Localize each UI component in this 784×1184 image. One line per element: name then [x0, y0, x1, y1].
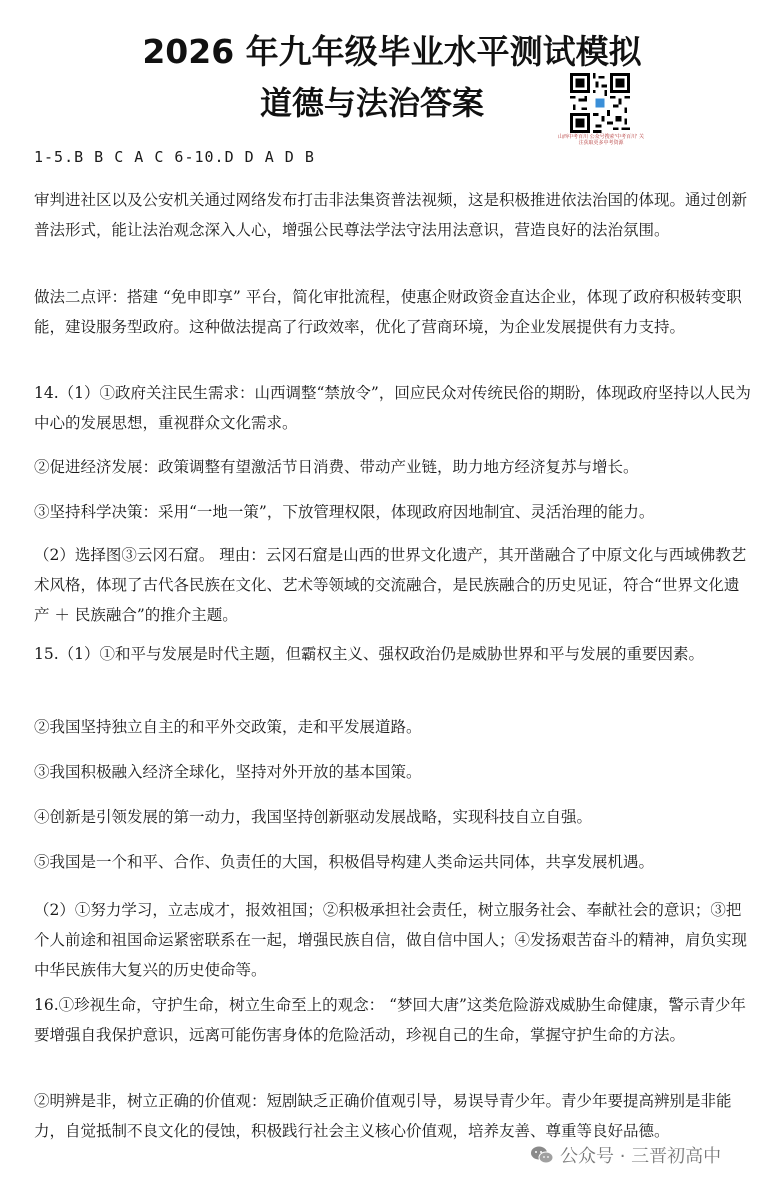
multiple-choice-answers: 1-5.B B C A C 6-10.D D A D B	[34, 148, 315, 166]
watermark	[530, 1142, 721, 1168]
answer-paragraph: ②我国坚持独立自主的和平外交政策，走和平发展道路。	[34, 718, 422, 736]
qr-code-icon	[570, 73, 630, 133]
answer-paragraph: （2）选择图③云冈石窟。 理由：云冈石窟是山西的世界文化遗产，其开凿融合了中原文化与西域佛教艺术风格，体现了古代各民族在文化、艺术等领域的交流融合，是民族融合的历史见证，符合“世界文化遗产 ＋ 民族融合”的推介主题。	[34, 546, 747, 624]
answer-paragraph: （2）①努力学习，立志成才，报效祖国；②积极承担社会责任，树立服务社会、奉献社会的意识；③把个人前途和祖国命运紧密联系在一起，增强民族自信，做自信中国人；④发扬艰苦奋斗的精神，肩负实现中华民族伟大复兴的历史使命等。	[34, 901, 748, 979]
qr-caption: 山西中考百川 公众号搜索'中考百川' 关注获取更多中考资源	[558, 134, 644, 146]
answer-paragraph-q14: 14.（1）①政府关注民生需求：山西调整“禁放令”，回应民众对传统民俗的期盼，体现政府坚持以人民为中心的发展思想，重视群众文化需求。	[34, 384, 751, 432]
page-title: 2026 年九年级毕业水平测试模拟	[142, 32, 642, 71]
answer-paragraph: ②明辨是非，树立正确的价值观：短剧缺乏正确价值观引导，易误导青少年。青少年要提高辨别是非能力，自觉抵制不良文化的侵蚀，积极践行社会主义核心价值观，培养友善、尊重等良好品德。	[34, 1092, 732, 1140]
page-subtitle: 道德与法治答案	[259, 84, 484, 122]
answer-paragraph: ③坚持科学决策：采用“一地一策”，下放管理权限，体现政府因地制宜、灵活治理的能力。	[34, 503, 655, 521]
watermark-text: 公众号 · 三晋初高中	[560, 1146, 722, 1167]
answer-paragraph: 审判进社区以及公安机关通过网络发布打击非法集资普法视频，这是积极推进依法治国的体现。通过创新普法形式，能让法治观念深入人心，增强公民尊法学法守法用法意识，营造良好的法治氛围。	[34, 191, 748, 239]
answer-paragraph-q16: 16.①珍视生命，守护生命，树立生命至上的观念： “梦回大唐”这类危险游戏威胁生命健康，警示青少年要增强自我保护意识，远离可能伤害身体的危险活动，珍视自己的生命，掌握守护生命的方法。	[34, 996, 746, 1044]
answer-paragraph: ③我国积极融入经济全球化，坚持对外开放的基本国策。	[34, 763, 422, 781]
wechat-icon	[530, 1145, 554, 1165]
answer-paragraph: ⑤我国是一个和平、合作、负责任的大国，积极倡导构建人类命运共同体，共享发展机遇。	[34, 853, 655, 871]
answer-paragraph: ②促进经济发展：政策调整有望激活节日消费、带动产业链，助力地方经济复苏与增长。	[34, 458, 639, 476]
answer-paragraph: 做法二点评：搭建 “免申即享” 平台，简化审批流程，使惠企财政资金直达企业，体现了政府积极转变职能，建设服务型政府。这种做法提高了行政效率，优化了营商环境，为企业发展提供有力支持。	[34, 288, 742, 336]
answer-paragraph-q15: 15.（1）①和平与发展是时代主题，但霸权主义、强权政治仍是威胁世界和平与发展的重要因素。	[34, 645, 705, 663]
answer-paragraph: ④创新是引领发展的第一动力，我国坚持创新驱动发展战略，实现科技自立自强。	[34, 808, 593, 826]
